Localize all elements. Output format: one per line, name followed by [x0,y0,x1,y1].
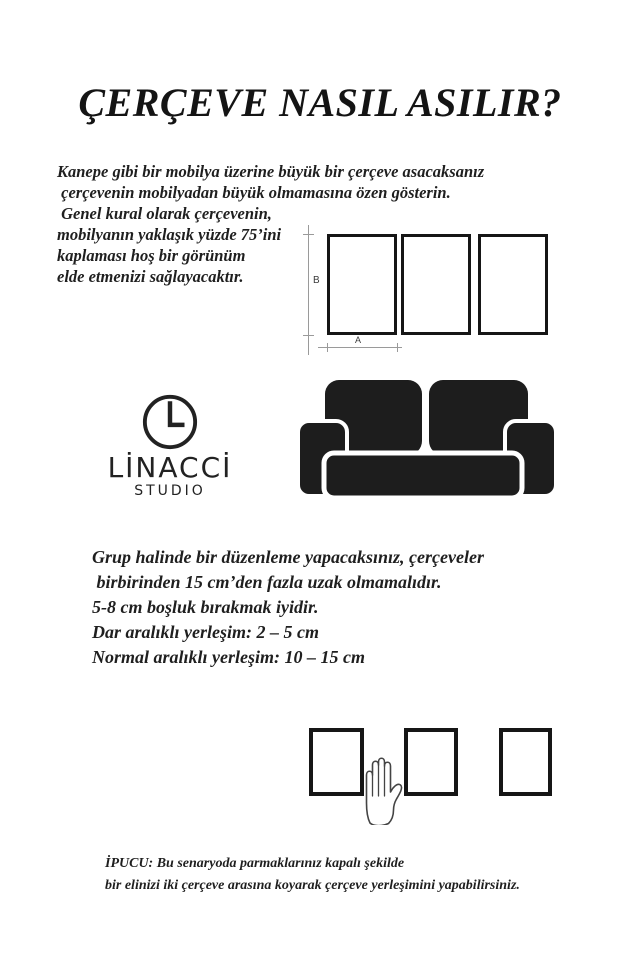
spacing-line-3: 5-8 cm boşluk bırakmak iyidir. [92,597,319,617]
sofa-icon [285,368,575,513]
frame-rect-3 [478,234,548,335]
height-dimension-tick-top [303,234,314,235]
intro-line-4: mobilyanın yaklaşık yüzde 75’ini [57,225,282,244]
spacing-line-4: Dar aralıklı yerleşim: 2 – 5 cm [92,622,319,642]
frame-rect-2 [401,234,471,335]
frame-rect-1 [327,234,397,335]
tip-line-2: bir elinizi iki çerçeve arasına koyarak çerçeve yerleşimini yapabilirsiniz. [105,878,520,893]
width-dimension-label: A [355,335,362,345]
tip-text [105,853,520,897]
hang-frame-3 [499,728,552,796]
height-dimension-tick-bottom [303,335,314,336]
hand-icon [360,747,406,825]
logo-wordmark: LİNACCİ [107,451,233,484]
linacci-logo [95,393,245,499]
spacing-line-1: Grup halinde bir düzenleme yapacaksınız, çerçeveler [92,547,484,567]
width-dimension-line [318,347,402,348]
clock-icon [141,393,199,451]
intro-line-2: çerçevenin mobilyadan büyük olmamasına özen gösterin. [57,183,451,202]
intro-line-1: Kanepe gibi bir mobilya üzerine büyük bir çerçeve asacaksanız [57,162,485,181]
intro-line-3: Genel kural olarak çerçevenin, [57,204,272,223]
spacing-line-2: birbirinden 15 cm’den fazla uzak olmamalıdır. [92,572,442,592]
intro-line-5: kaplaması hoş bir görünüm [57,246,246,265]
height-dimension-label: B [313,275,320,286]
hand-spacing-diagram [300,720,570,835]
page-title: ÇERÇEVE NASIL ASILIR? [78,80,562,125]
spacing-text [92,545,484,670]
spacing-line-5: Normal aralıklı yerleşim: 10 – 15 cm [92,647,365,667]
logo-subtitle: STUDIO [134,483,206,500]
hang-frame-2 [404,728,458,796]
width-dimension-tick-left [327,343,328,352]
frame-size-diagram [300,222,562,357]
width-dimension-tick-right [397,343,398,352]
tip-line-1: İPUCU: Bu senaryoda parmaklarınız kapalı şekilde [105,856,405,871]
intro-line-6: elde etmenizi sağlayacaktır. [57,267,244,286]
hang-frame-1 [309,728,364,796]
